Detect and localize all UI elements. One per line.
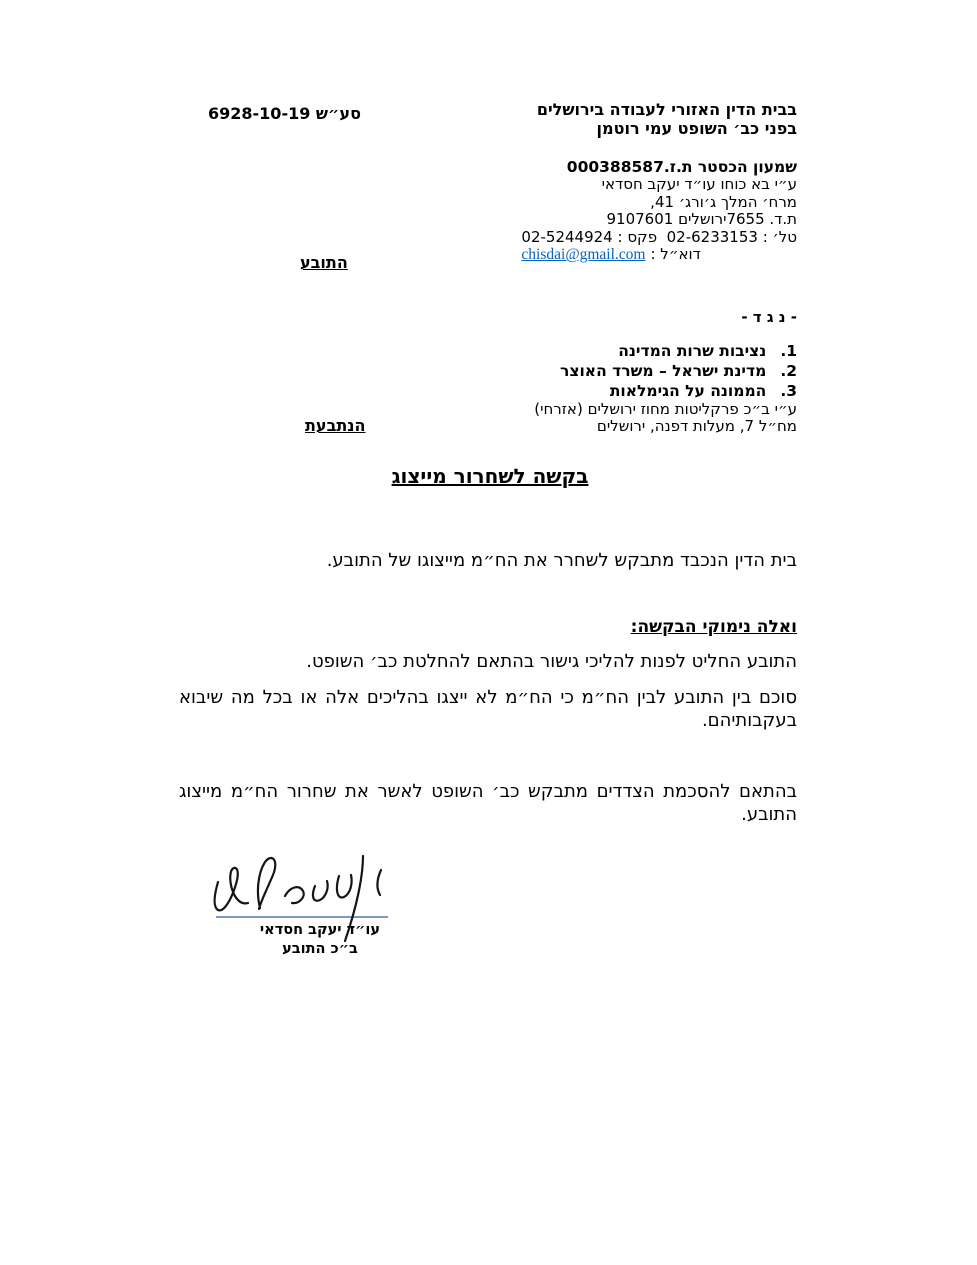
versus-separator: - נ ג ד - [741, 308, 797, 326]
plaintiff-details [521, 159, 797, 263]
signatory-name: עו״ד יעקב חסדאי [259, 922, 381, 938]
email-link[interactable]: chisdai@gmail.com [521, 246, 646, 264]
document-title: בקשה לשחרור מייצוג [391, 464, 589, 488]
request-paragraph: בית הדין הנכבד מתבקש לשחרר את הח״מ מייצוגו של התובע. [326, 550, 797, 571]
respondents-address: מח״ל 7, מעלות דפנה, ירושלים [596, 417, 797, 436]
plaintiff-address-street: מרח׳ המלך ג׳ורג׳ 41, [650, 192, 797, 211]
respondent-number: 3. [780, 382, 797, 400]
case-number: סע״ש 6928-10-19 [208, 104, 361, 123]
plaintiff-phone-fax: טל׳ : 02-6233153 פקס : 02-5244924 [521, 227, 797, 246]
closing-paragraph: בהתאם להסכמת הצדדים מתבקש כב׳ השופט לאשר את שחרור הח״מ מייצוג התובע. [179, 781, 797, 825]
respondent-name: הממונה על הגימלאות [609, 382, 767, 400]
respondents-details [534, 341, 797, 436]
presiding-judge: בפני כב׳ השופט עמי רוטמן [596, 119, 797, 138]
email-label: דוא״ל : [650, 245, 701, 264]
respondent-item [534, 361, 797, 381]
respondent-number: 2. [780, 362, 797, 380]
respondent-name: מדינת ישראל – משרד האוצר [560, 362, 767, 380]
reason-paragraph-2: סוכם בין התובע לבין הח״מ כי הח״מ לא ייצגו בהליכים אלה או בכל מה שיבוא בעקבותיהם. [179, 687, 797, 731]
respondent-name: נציבות שרות המדינה [618, 342, 767, 360]
plaintiff-address-pobox: ת.ד. 7655ירושלים 9107601 [606, 210, 797, 229]
court-name: בבית הדין האזורי לעבודה בירושלים [536, 100, 797, 119]
handwritten-signature [205, 848, 400, 948]
respondents-counsel: ע״י ב״כ פרקליטות מחוז ירושלים (אזרחי) [534, 400, 797, 418]
plaintiff-email-line [521, 246, 797, 263]
reasons-heading: ואלה נימוקי הבקשה: [630, 617, 797, 637]
reason-paragraph-1: התובע החליט לפנות להליכי גישור בהתאם להחלטת כב׳ השופט. [306, 651, 797, 672]
plaintiff-name: שמעון הכסטר ת.ז.000388587 [566, 158, 797, 176]
respondent-number: 1. [780, 342, 797, 360]
court-header [537, 100, 797, 138]
plaintiff-role-label: התובע [300, 253, 348, 272]
respondent-role-label: הנתבעת [305, 416, 366, 435]
plaintiff-counsel: ע״י בא כוחו עו״ד יעקב חסדאי [601, 175, 797, 194]
respondent-item [534, 341, 797, 361]
respondent-item [534, 381, 797, 401]
signatory-role: ב״כ התובע [282, 941, 358, 957]
